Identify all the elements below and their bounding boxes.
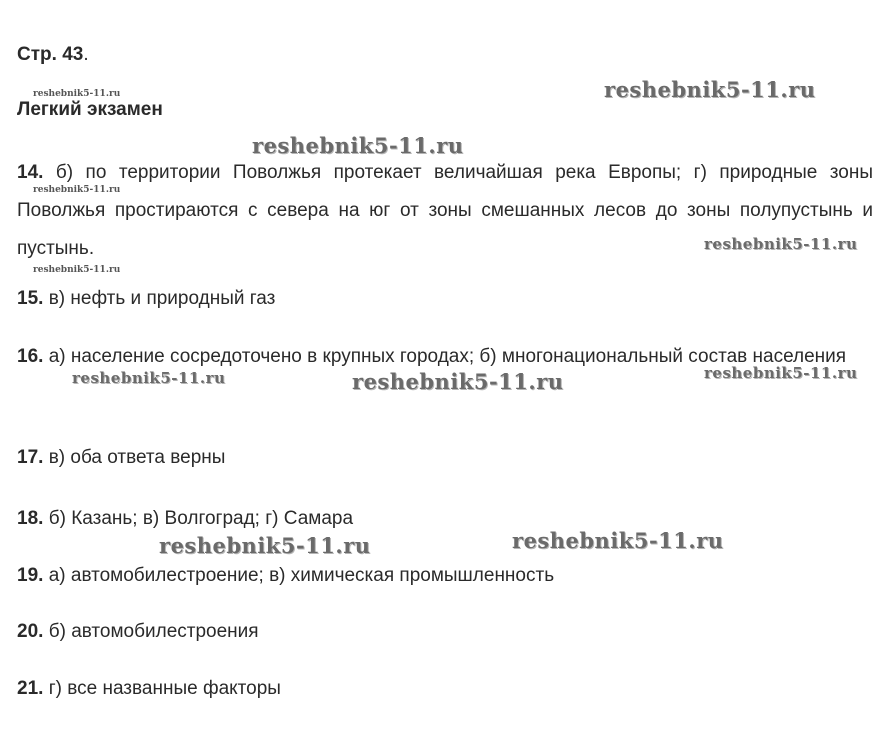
answer-number: 20. [17, 621, 44, 642]
answer-text: а) население сосредоточено в крупных городах; б) многонациональный состав населения [48, 346, 847, 367]
answer-number: 19. [17, 565, 44, 586]
watermark: reshebnik5-11.ru [252, 133, 464, 158]
watermark: reshebnik5-11.ru [352, 369, 564, 394]
page-reference-dot: . [83, 44, 89, 65]
watermark: reshebnik5-11.ru [512, 528, 724, 553]
answer-number: 14. [17, 162, 44, 183]
answer-text: в) нефть и природный газ [48, 288, 276, 309]
answer-19 [17, 565, 554, 587]
watermark: reshebnik5-11.ru [704, 235, 858, 253]
watermark: reshebnik5-11.ru [704, 364, 858, 382]
section-title: Легкий экзамен [17, 99, 163, 120]
watermark: reshebnik5-11.ru [159, 533, 371, 558]
answer-17 [17, 447, 225, 469]
watermark: reshebnik5-11.ru [33, 185, 121, 195]
answer-number: 16. [17, 346, 44, 367]
answer-number: 17. [17, 447, 44, 468]
answer-number: 21. [17, 678, 44, 699]
watermark: reshebnik5-11.ru [33, 89, 121, 99]
answer-15 [17, 288, 275, 310]
answer-number: 15. [17, 288, 44, 309]
watermark: reshebnik5-11.ru [604, 77, 816, 102]
answer-text: б) по территории Поволжья протекает величайшая река Европы; г) природные зоны Поволжья простираются с севера на юг от зоны смешанных лесов до зоны полупустынь и пустынь. [17, 162, 873, 259]
answer-text: б) автомобилестроения [48, 621, 259, 642]
answer-20 [17, 621, 259, 643]
watermark: reshebnik5-11.ru [72, 369, 226, 387]
answer-text: г) все названные факторы [48, 678, 281, 699]
page-reference [17, 44, 89, 66]
answer-text: б) Казань; в) Волгоград; г) Самара [48, 508, 354, 529]
answer-number: 18. [17, 508, 44, 529]
answer-21 [17, 678, 281, 700]
page-reference-label: Стр. 43 [17, 44, 84, 65]
answer-text: а) автомобилестроение; в) химическая промышленность [48, 565, 555, 586]
watermark: reshebnik5-11.ru [33, 265, 121, 275]
answer-18 [17, 508, 353, 530]
answer-text: в) оба ответа верны [48, 447, 226, 468]
